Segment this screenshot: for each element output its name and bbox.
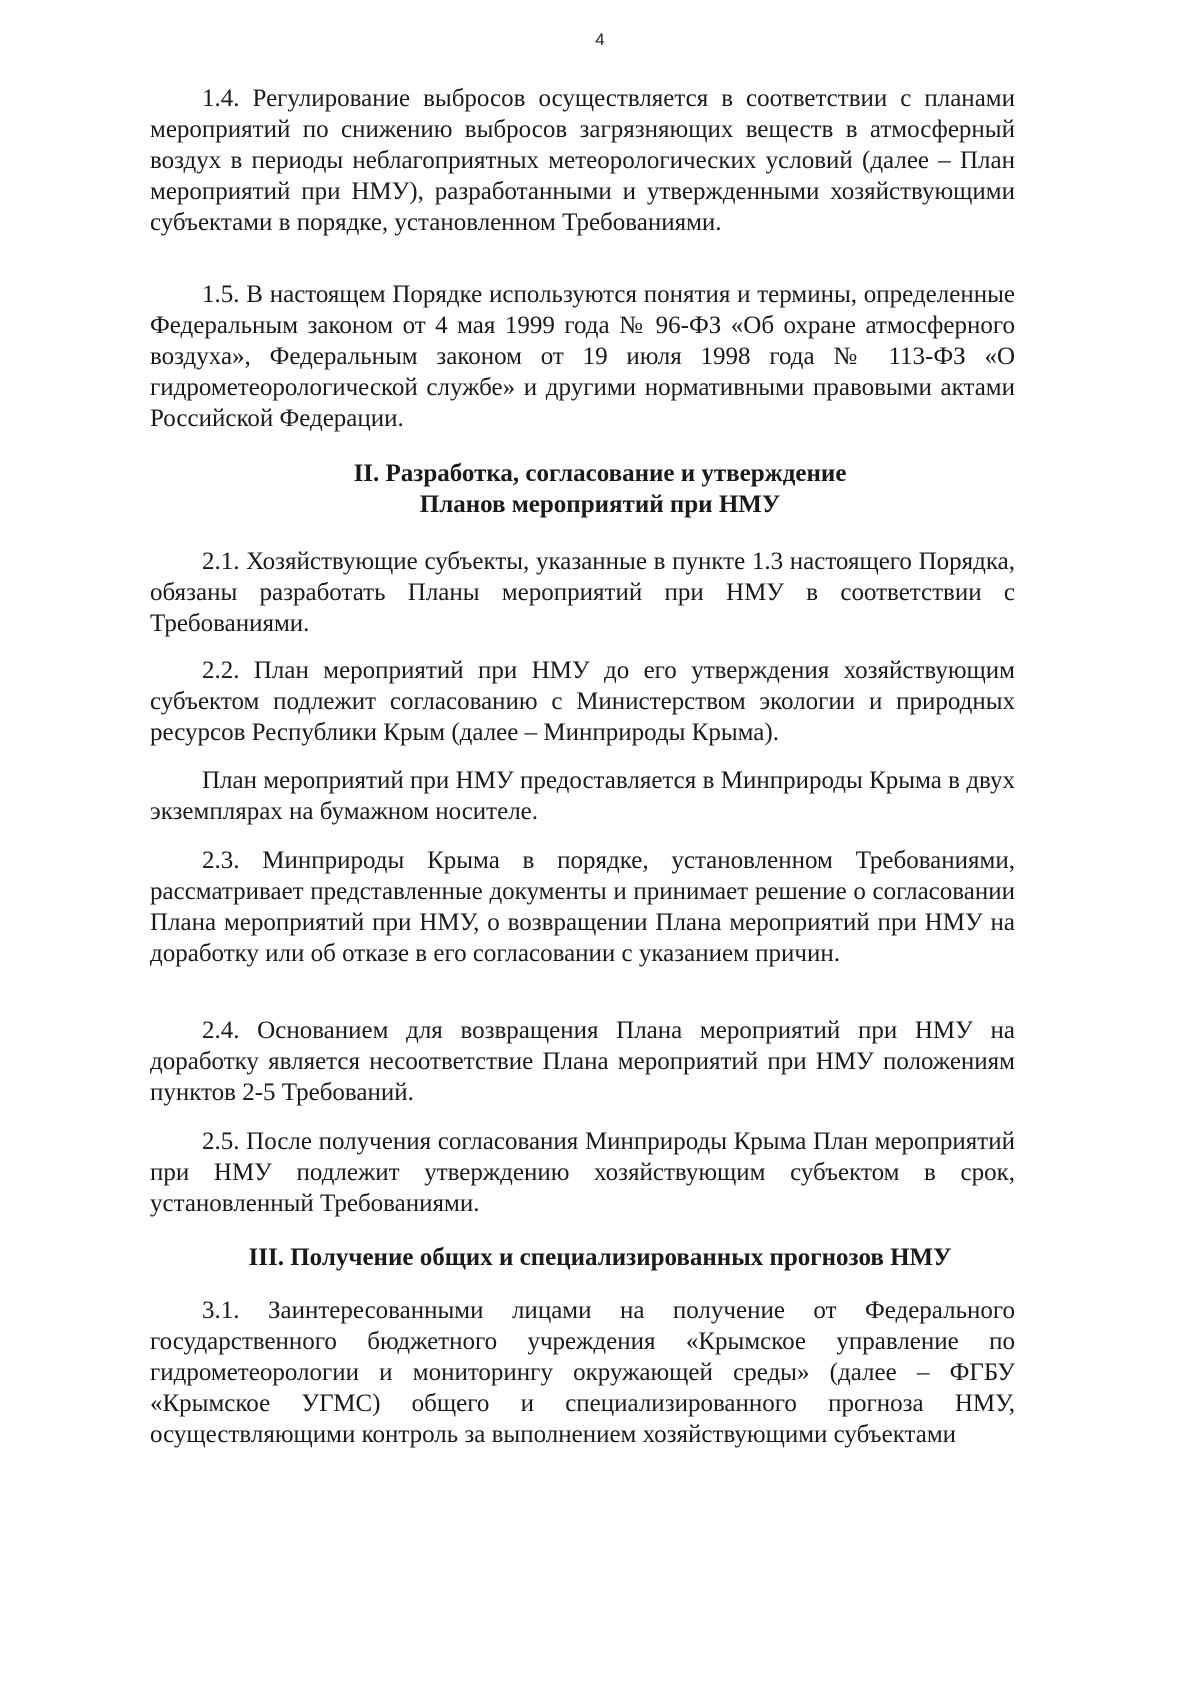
paragraph-2-1: 2.1. Хозяйствующие субъекты, указанные в пункте 1.3 настоящего Порядка, обязаны разработать Планы мероприятий при НМУ в соответствии с Требованиями. bbox=[150, 548, 1015, 637]
section-3-heading: III. Получение общих и специализированных прогнозов НМУ bbox=[248, 1244, 952, 1271]
paragraph-2-2: 2.2. План мероприятий при НМУ до его утверждения хозяйствующим субъектом подлежит согласованию с Министерством экологии и природных ресурсов Республики Крым (далее – Минприроды Крыма). bbox=[150, 657, 1015, 746]
section-2-heading-line-2: Планов мероприятий при НМУ bbox=[419, 491, 781, 518]
paragraph-2-4: 2.4. Основанием для возвращения Плана мероприятий при НМУ на доработку является несоответствие Плана мероприятий при НМУ положениям пунктов 2-5 Требований. bbox=[150, 1017, 1015, 1106]
paragraph-2-5: 2.5. После получения согласования Минприроды Крыма План мероприятий при НМУ подлежит утверждению хозяйствующим субъектом в срок, установленный Требованиями. bbox=[150, 1128, 1015, 1217]
page-number: 4 bbox=[595, 30, 605, 49]
paragraph-1-5: 1.5. В настоящем Порядке используются понятия и термины, определенные Федеральным законом от 4 мая 1999 года № 96-ФЗ «Об охране атмосферного воздуха», Федеральным законом от 19 июля 1998 года № 113-ФЗ «О гидрометеорологической службе» и другими нормативными правовыми актами Российской Федерации. bbox=[150, 281, 1015, 432]
paragraph-2-2-continued: План мероприятий при НМУ предоставляется в Минприроды Крыма в двух экземплярах на бумажном носителе. bbox=[150, 767, 1015, 825]
section-2-heading-line-1: II. Разработка, согласование и утверждение bbox=[353, 460, 847, 487]
paragraph-3-1: 3.1. Заинтересованными лицами на получение от Федерального государственного бюджетного учреждения «Крымское управление по гидрометеорологии и мониторингу окружающей среды» (далее – ФГБУ «Крымское УГМС) общего и специализированного прогноза НМУ, осуществляющими контроль за выполнением хозяйствующими субъектами bbox=[150, 1297, 1015, 1448]
paragraph-2-3: 2.3. Минприроды Крыма в порядке, установленном Требованиями, рассматривает представленные документы и принимает решение о согласовании Плана мероприятий при НМУ, о возвращении Плана мероприятий при НМУ на доработку или об отказе в его согласовании с указанием причин. bbox=[150, 847, 1015, 967]
paragraph-1-4: 1.4. Регулирование выбросов осуществляется в соответствии с планами мероприятий по снижению выбросов загрязняющих веществ в атмосферный воздух в периоды неблагоприятных метеорологических условий (далее – План мероприятий при НМУ), разработанными и утвержденными хозяйствующими субъектами в порядке, установленном Требованиями. bbox=[150, 85, 1015, 236]
